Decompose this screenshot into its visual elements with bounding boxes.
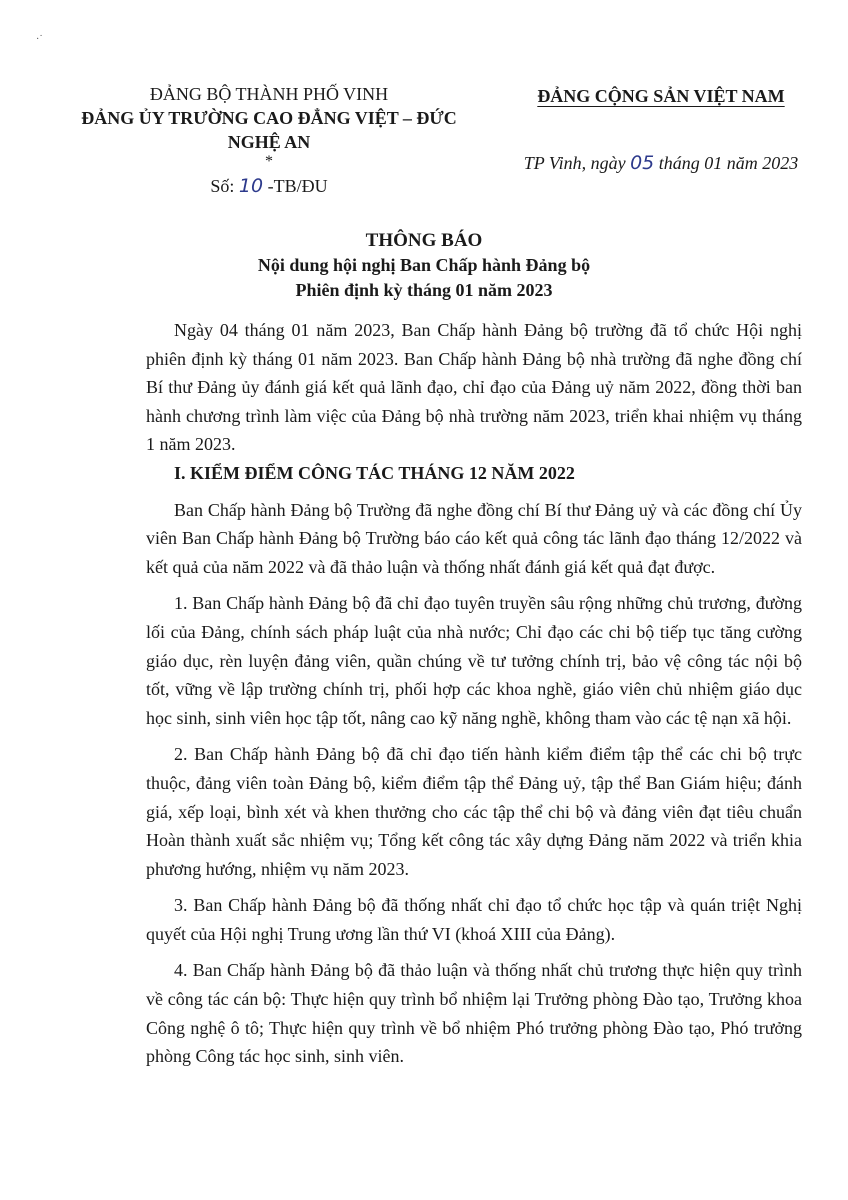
number-prefix: Số: xyxy=(210,176,239,196)
org-line-3: NGHỆ AN xyxy=(227,132,311,152)
number-handwritten: 10 xyxy=(238,175,264,197)
date-day-handwritten: 05 xyxy=(630,152,655,174)
section-1-heading: I. KIỂM ĐIỂM CÔNG TÁC THÁNG 12 NĂM 2022 xyxy=(174,462,575,483)
document-date xyxy=(496,152,826,174)
title-line-3: Phiên định kỳ tháng 01 năm 2023 xyxy=(295,280,553,300)
party-name: ĐẢNG CỘNG SẢN VIỆT NAM xyxy=(537,86,785,106)
scan-speck: ·˙ xyxy=(36,34,43,45)
number-suffix: -TB/ĐU xyxy=(263,176,328,196)
item-4-paragraph: 4. Ban Chấp hành Đảng bộ đã thảo luận và thống nhất chủ trương thực hiện quy trình về công tác cán bộ: Thực hiện quy trình bổ nhiệm lại Trưởng phòng Đào tạo, Trưởng khoa Công nghệ ô tô; Thực hiện quy trình về bổ nhiệm Phó trưởng phòng Đào tạo, Phó trưởng phòng Công tác học sinh, sinh viên. xyxy=(146,960,802,1067)
org-line-2: ĐẢNG ỦY TRƯỜNG CAO ĐẲNG VIỆT – ĐỨC xyxy=(81,108,457,128)
item-1-paragraph: 1. Ban Chấp hành Đảng bộ đã chỉ đạo tuyên truyền sâu rộng những chủ trương, đường lối của Đảng, chính sách pháp luật của nhà nước; Chỉ đạo các chi bộ tiếp tục tăng cường giáo dục, rèn luyện đảng viên, quần chúng về tư tưởng chính trị, bảo vệ công tác nội bộ tốt, vững về lập trường chính trị, phối hợp các khoa nghề, giáo viên chủ nhiệm giáo dục học sinh, sinh viên học tập tốt, nâng cao kỹ năng nghề, không tham vào các tệ nạn xã hội. xyxy=(146,593,802,728)
party-header-block xyxy=(496,84,826,174)
title-line-1: THÔNG BÁO xyxy=(365,230,483,251)
document-number xyxy=(56,174,482,198)
document-title xyxy=(0,228,848,303)
issuing-authority-block xyxy=(56,82,482,198)
date-prefix: TP Vinh, ngày xyxy=(523,153,631,173)
document-body xyxy=(146,316,802,1071)
intro-paragraph: Ngày 04 tháng 01 năm 2023, Ban Chấp hành Đảng bộ trường đã tổ chức Hội nghị phiên định kỳ tháng 01 năm 2023. Ban Chấp hành Đảng bộ nhà trường đã nghe đồng chí Bí thư Đảng ủy đánh giá kết quả lãnh đạo, chỉ đạo của Đảng uỷ năm 2022, đồng thời ban hành chương trình làm việc của Đảng bộ nhà trường năm 2023, triển khai nhiệm vụ tháng 1 năm 2023. xyxy=(146,320,802,455)
item-2-paragraph: 2. Ban Chấp hành Đảng bộ đã chỉ đạo tiến hành kiểm điểm tập thể các chi bộ trực thuộc, đảng viên toàn Đảng bộ, kiểm điểm tập thể Đảng uỷ, tập thể Ban Giám hiệu; đánh giá, xếp loại, bình xét và khen thưởng cho các tập thể chi bộ và đảng viên đạt tiêu chuẩn Hoàn thành xuất sắc nhiệm vụ; Tổng kết công tác xây dựng Đảng năm 2022 và triển khia phương hướng, nhiệm vụ năm 2023. xyxy=(146,744,802,879)
separator-star: * xyxy=(265,153,273,170)
title-line-2: Nội dung hội nghị Ban Chấp hành Đảng bộ xyxy=(257,255,591,275)
org-line-1: ĐẢNG BỘ THÀNH PHỐ VINH xyxy=(149,84,389,104)
date-suffix: tháng 01 năm 2023 xyxy=(654,153,799,173)
item-3-paragraph: 3. Ban Chấp hành Đảng bộ đã thống nhất chỉ đạo tổ chức học tập và quán triệt Nghị quyết của Hội nghị Trung ương lần thứ VI (khoá XIII của Đảng). xyxy=(146,895,802,944)
section-1-intro: Ban Chấp hành Đảng bộ Trường đã nghe đồng chí Bí thư Đảng uỷ và các đồng chí Ủy viên Ban Chấp hành Đảng bộ Trường báo cáo kết quả công tác lãnh đạo tháng 12/2022 và kết quả của năm 2022 và đã thảo luận và thống nhất đánh giá kết quả đạt được. xyxy=(146,499,802,577)
